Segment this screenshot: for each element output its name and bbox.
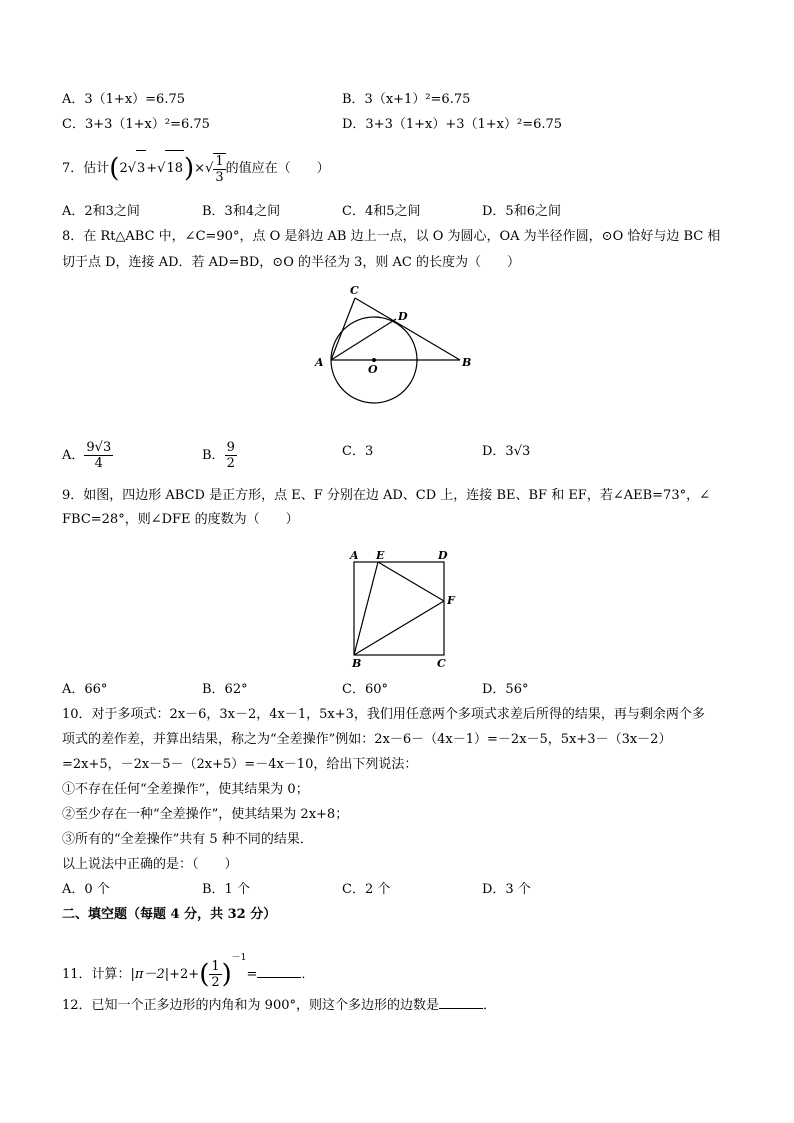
q9-label-c: C bbox=[437, 657, 446, 670]
q7-prefix: 7．估计 bbox=[62, 161, 110, 176]
q8-option-c: C．3 bbox=[342, 444, 374, 459]
q8-option-b-den: 2 bbox=[226, 456, 235, 471]
q7-stem: 7．估计(2√3+√18)×√ $\frac{1}{3}$ 的值应在（ ） bbox=[62, 150, 330, 187]
q9-option-a: A．66° bbox=[62, 682, 108, 697]
q8-label-c: C bbox=[350, 284, 359, 297]
q11-mid: +2+ bbox=[169, 967, 200, 982]
q10-statement-1: ①不存在任何“全差操作”，使其结果为 0； bbox=[62, 782, 309, 797]
q8-option-a-label: A． bbox=[62, 448, 85, 463]
q12-text: 12．已知一个正多边形的内角和为 900°，则这个多边形的边数是 bbox=[62, 998, 439, 1013]
q8-stem-line2: 切于点 D，连接 AD．若 AD=BD，⊙O 的半径为 3，则 AC 的长度为（ ） bbox=[62, 255, 520, 270]
q9-option-c: C．60° bbox=[342, 682, 388, 697]
q12-answer-blank[interactable] bbox=[439, 1008, 483, 1009]
q10-statement-2: ②至少存在一种“全差操作”，使其结果为 2x+8； bbox=[62, 807, 349, 822]
q7-expression: ( bbox=[109, 153, 120, 184]
q8-stem-line1: 8．在 Rt△ABC 中，∠C=90°，点 O 是斜边 AB 边上一点，以 O 为圆心，OA 为半径作圆，⊙O 恰好与边 BC 相 bbox=[62, 229, 721, 244]
q7-suffix: 的值应在（ ） bbox=[225, 161, 330, 176]
q12-end: ． bbox=[483, 998, 497, 1013]
q6-option-d: D．3+3（1+x）+3（1+x）²=6.75 bbox=[342, 117, 563, 132]
q10-stem-line1: 10．对于多项式：2x－6，3x－2，4x－1，5x+3，我们用任意两个多项式求差后所得的结果，再与剩余两个多 bbox=[62, 707, 705, 722]
q7-option-b: B．3和4之间 bbox=[202, 204, 281, 219]
q8-center-dot bbox=[372, 358, 376, 362]
q8-option-a bbox=[62, 436, 113, 476]
q11-abs-expr: |π－2| bbox=[130, 967, 170, 982]
q6-option-a: A．3（1+x）=6.75 bbox=[62, 92, 185, 107]
q9-option-b: B．62° bbox=[202, 682, 248, 697]
q7-option-a: A．2和3之间 bbox=[62, 204, 140, 219]
q9-label-d: D bbox=[438, 549, 448, 562]
q8-segment-cb bbox=[355, 298, 460, 360]
q7-option-d: D．5和6之间 bbox=[482, 204, 561, 219]
q10-option-a: A．0 个 bbox=[62, 882, 110, 897]
q11-end: ． bbox=[301, 967, 315, 982]
q8-label-o: O bbox=[368, 363, 378, 376]
q12-stem bbox=[62, 997, 496, 1015]
q9-segment-bf bbox=[354, 601, 444, 655]
q11-stem: 11．计算：|π－2|+2+( $\frac{1}{2}$ )$^{-1}$= ． bbox=[62, 953, 315, 990]
q11-answer-blank[interactable] bbox=[257, 977, 301, 978]
q11-equals: = bbox=[246, 967, 258, 982]
q9-label-a: A bbox=[350, 549, 359, 562]
q11-frac-den: 2 bbox=[211, 975, 220, 990]
q10-option-d: D．3 个 bbox=[482, 882, 531, 897]
q8-segment-ac bbox=[331, 298, 355, 360]
q8-segment-ad bbox=[331, 319, 396, 360]
q6-option-b: B．3（x+1）²=6.75 bbox=[342, 92, 471, 107]
q8-option-b-label: B． bbox=[202, 448, 225, 463]
q9-segment-be bbox=[354, 562, 378, 655]
q10-statement-3: ③所有的“全差操作”共有 5 种不同的结果． bbox=[62, 832, 313, 847]
q9-option-d: D．56° bbox=[482, 682, 529, 697]
q8-label-a: A bbox=[315, 356, 324, 369]
q8-option-d: D．3√3 bbox=[482, 444, 531, 459]
q9-figure bbox=[340, 545, 470, 675]
section-2-heading: 二、填空题（每题 4 分，共 32 分） bbox=[62, 907, 277, 922]
q8-figure bbox=[310, 280, 490, 410]
q8-label-b: B bbox=[462, 356, 472, 369]
q10-option-c: C．2 个 bbox=[342, 882, 391, 897]
q10-option-b: B．1 个 bbox=[202, 882, 250, 897]
q6-option-c: C．3+3（1+x）²=6.75 bbox=[62, 117, 210, 132]
q7-option-c: C．4和5之间 bbox=[342, 204, 421, 219]
q9-label-b: B bbox=[352, 657, 362, 670]
q10-ask: 以上说法中正确的是：（ ） bbox=[62, 857, 238, 872]
q11-frac-num: 1 bbox=[211, 959, 220, 974]
q8-option-a-den: 4 bbox=[94, 456, 103, 471]
q8-option-b-num: 9 bbox=[226, 440, 235, 455]
q8-option-a-num: 9√3 bbox=[86, 440, 112, 455]
q9-segment-ef bbox=[378, 562, 444, 601]
q9-stem-line1: 9．如图，四边形 ABCD 是正方形，点 E、F 分别在边 AD、CD 上，连接 BE、BF 和 EF，若∠AEB=73°，∠ bbox=[62, 488, 710, 503]
q9-label-e: E bbox=[376, 549, 385, 562]
q8-label-d: D bbox=[398, 310, 408, 323]
q11-prefix: 11．计算： bbox=[62, 967, 131, 982]
q9-label-f: F bbox=[447, 594, 455, 607]
q9-stem-line2: FBC=28°，则∠DFE 的度数为（ ） bbox=[62, 512, 299, 527]
q10-stem-line3: =2x+5，－2x－5－（2x+5）=－4x－10，给出下列说法： bbox=[62, 757, 418, 772]
q10-stem-line2: 项式的差作差，并算出结果，称之为“全差操作”例如：2x－6－（4x－1）=－2x－5，5x+3－（3x－2） bbox=[62, 732, 672, 747]
q11-exponent: －1 bbox=[231, 953, 247, 963]
q8-option-b bbox=[202, 436, 237, 476]
